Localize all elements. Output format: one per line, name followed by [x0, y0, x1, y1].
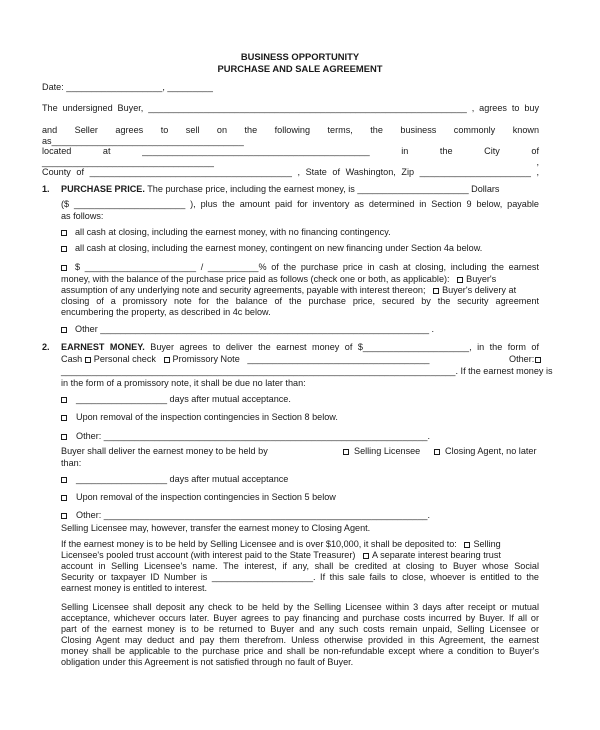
- assumption-checkbox[interactable]: [457, 277, 463, 283]
- option-partial-cash-line1: $ ______________________ / __________% of the purchase price in cash at closing, including the earnest: [75, 262, 539, 272]
- section-1-line3: as follows:: [61, 211, 104, 221]
- due-other-checkbox[interactable]: [61, 434, 67, 440]
- due-days-checkbox[interactable]: [61, 397, 67, 403]
- deposit-line3: account in Selling Licensee's name. The interest, if any, shall be credited at closing to Buyer whose Social: [61, 561, 539, 571]
- terms-line3: part of the earnest money is to be returned to Buyer and any such costs remain unpaid, Selling Licensee or: [61, 624, 539, 634]
- option-partial-cash-line3-text: assumption of any underlying note and security agreements, payable with interest thereon;: [61, 285, 426, 295]
- cash-label: Cash: [61, 354, 83, 364]
- terms-line5: money shall be applicable to the purchase price and shall be non-refundable except where a condition to Buyer's: [61, 646, 539, 656]
- option-partial-cash-line2-text: money, with the balance of the purchase price paid as follows (check one or both, as applicable):: [61, 274, 450, 284]
- section-2-text: Buyer agrees to deliver the earnest money of $_____________________, in the form of: [144, 342, 539, 352]
- due-inspection-line: Upon removal of the inspection contingencies in Section 8 below.: [76, 412, 338, 422]
- seller-line: and Seller agrees to sell on the following terms, the business commonly known as______________________________________: [42, 125, 539, 146]
- section-1-line: [61, 184, 499, 195]
- held-closing-agent-checkbox[interactable]: [434, 449, 440, 455]
- held-other-checkbox[interactable]: [61, 513, 67, 519]
- held-selling-licensee-label: Selling Licensee: [354, 446, 421, 456]
- deposit-line2-text: Licensee's pooled trust account (with interest paid to the State Treasurer): [61, 550, 356, 560]
- deposit-line2: [61, 550, 539, 561]
- promissory-note-form-label: Promissory Note: [172, 354, 240, 364]
- promissory-note-form-checkbox[interactable]: [164, 357, 170, 363]
- pooled-trust-checkbox[interactable]: [464, 542, 470, 548]
- deposit-line1-text: If the earnest money is to be held by Selling Licensee and is over $10,000, it shall be deposited to:: [61, 539, 457, 549]
- promissory-note-label: Buyer's delivery at: [442, 285, 517, 295]
- earnest-form-blank: ____________________________________: [247, 354, 430, 364]
- option-all-cash-label: all cash at closing, including the earnest money, with no financing contingency.: [75, 227, 391, 237]
- separate-account-checkbox[interactable]: [363, 553, 369, 559]
- held-line2: than:: [61, 458, 82, 468]
- held-selling-licensee-checkbox[interactable]: [343, 449, 349, 455]
- section-1-text: The purchase price, including the earnest money, is ______________________ Dollars: [144, 184, 500, 194]
- terms-line6: obligation under this Agreement is not satisfied through no fault of Buyer.: [61, 657, 354, 667]
- earnest-other-checkbox[interactable]: [535, 357, 541, 363]
- section-2-number: 2.: [42, 342, 50, 352]
- deposit-line4: Security or taxpayer ID Number is ____________________. If this sale fails to close, whoever is entitled to the: [61, 572, 539, 582]
- document-title-line1: BUSINESS OPPORTUNITY: [240, 51, 360, 62]
- earnest-other-label: Other:: [509, 354, 537, 364]
- county-line: County of ________________________________________ , State of Washington, Zip ______________________ ,: [42, 167, 539, 177]
- earnest-line3-text: . If the earnest money is: [455, 366, 553, 376]
- option-other-checkbox[interactable]: [61, 327, 67, 333]
- earnest-form-line: [61, 354, 429, 365]
- held-inspection-line: Upon removal of the inspection contingencies in Section 5 below: [76, 492, 336, 502]
- option-other-line: Other _________________________________________________________________ .: [75, 324, 435, 334]
- held-days-checkbox[interactable]: [61, 477, 67, 483]
- section-2-line: [61, 342, 539, 353]
- personal-check-label: Personal check: [93, 354, 156, 364]
- promissory-note-checkbox[interactable]: [433, 288, 439, 294]
- due-other-line: Other: ________________________________________________________________.: [76, 431, 431, 441]
- personal-check-checkbox[interactable]: [85, 357, 91, 363]
- document-title-line2: PURCHASE AND SALE AGREEMENT: [217, 63, 383, 74]
- terms-line4: Closing Agent may deduct and pay them therefrom. Unless otherwise provided in this Agreement, the earnest: [61, 635, 539, 645]
- section-1-title: PURCHASE PRICE.: [61, 184, 145, 194]
- deposit-line5: earnest money is entitled to interest.: [61, 583, 208, 593]
- earnest-line3-blank: ______________________________________________________________________________: [61, 366, 456, 376]
- deposit-line1: [61, 539, 539, 550]
- option-partial-cash-line4: closing of a promissory note for the balance of the purchase price, secured by the security agreement: [61, 296, 539, 306]
- transfer-line: Selling Licensee may, however, transfer the earnest money to Closing Agent.: [61, 523, 371, 533]
- terms-line2: acceptance, whichever occurs later. Buyer agrees to pay financing and purchase costs incurred by Buyer. If all or: [61, 613, 539, 623]
- held-other-line: Other: ________________________________________________________________.: [76, 510, 431, 520]
- option-partial-cash-checkbox[interactable]: [61, 265, 67, 271]
- held-days-line: __________________ days after mutual acceptance: [76, 474, 289, 484]
- section-2-title: EARNEST MONEY.: [61, 342, 145, 352]
- pooled-trust-label: Selling: [473, 539, 501, 549]
- option-financing-label: all cash at closing, including the earnest money, contingent on new financing under Section 4a below.: [75, 243, 483, 253]
- earnest-line4: in the form of a promissory note, it shall be due no later than:: [61, 378, 306, 388]
- earnest-line3: [61, 366, 553, 377]
- terms-line1: Selling Licensee shall deposit any check to be held by the Selling Licensee within 3 days after receipt or mutual: [61, 602, 539, 612]
- located-line: located at _____________________________________________ in the City of __________________________________ ,: [42, 146, 539, 167]
- buyer-line: The undersigned Buyer, _______________________________________________________________ , agrees to buy: [42, 103, 539, 113]
- option-partial-cash-line2: [61, 274, 539, 285]
- section-1-line2: ($ ______________________ ), plus the amount paid for inventory as determined in Section 9 below, payable: [61, 199, 539, 209]
- option-all-cash-checkbox[interactable]: [61, 230, 67, 236]
- option-financing-checkbox[interactable]: [61, 246, 67, 252]
- separate-account-label: A separate interest bearing trust: [372, 550, 501, 560]
- due-inspection-checkbox[interactable]: [61, 415, 67, 421]
- held-by-text: Buyer shall deliver the earnest money to be held by: [61, 446, 268, 456]
- held-closing-agent-label: Closing Agent, no later: [445, 446, 537, 456]
- option-partial-cash-line5: encumbering the property, as described in 4c below.: [61, 307, 271, 317]
- due-days-line: __________________ days after mutual acceptance.: [76, 394, 291, 404]
- option-partial-cash-line3: [61, 285, 539, 296]
- held-inspection-checkbox[interactable]: [61, 495, 67, 501]
- assumption-label: Buyer's: [466, 274, 497, 284]
- date-line: Date: ___________________, _________: [42, 82, 213, 92]
- section-1-number: 1.: [42, 184, 50, 194]
